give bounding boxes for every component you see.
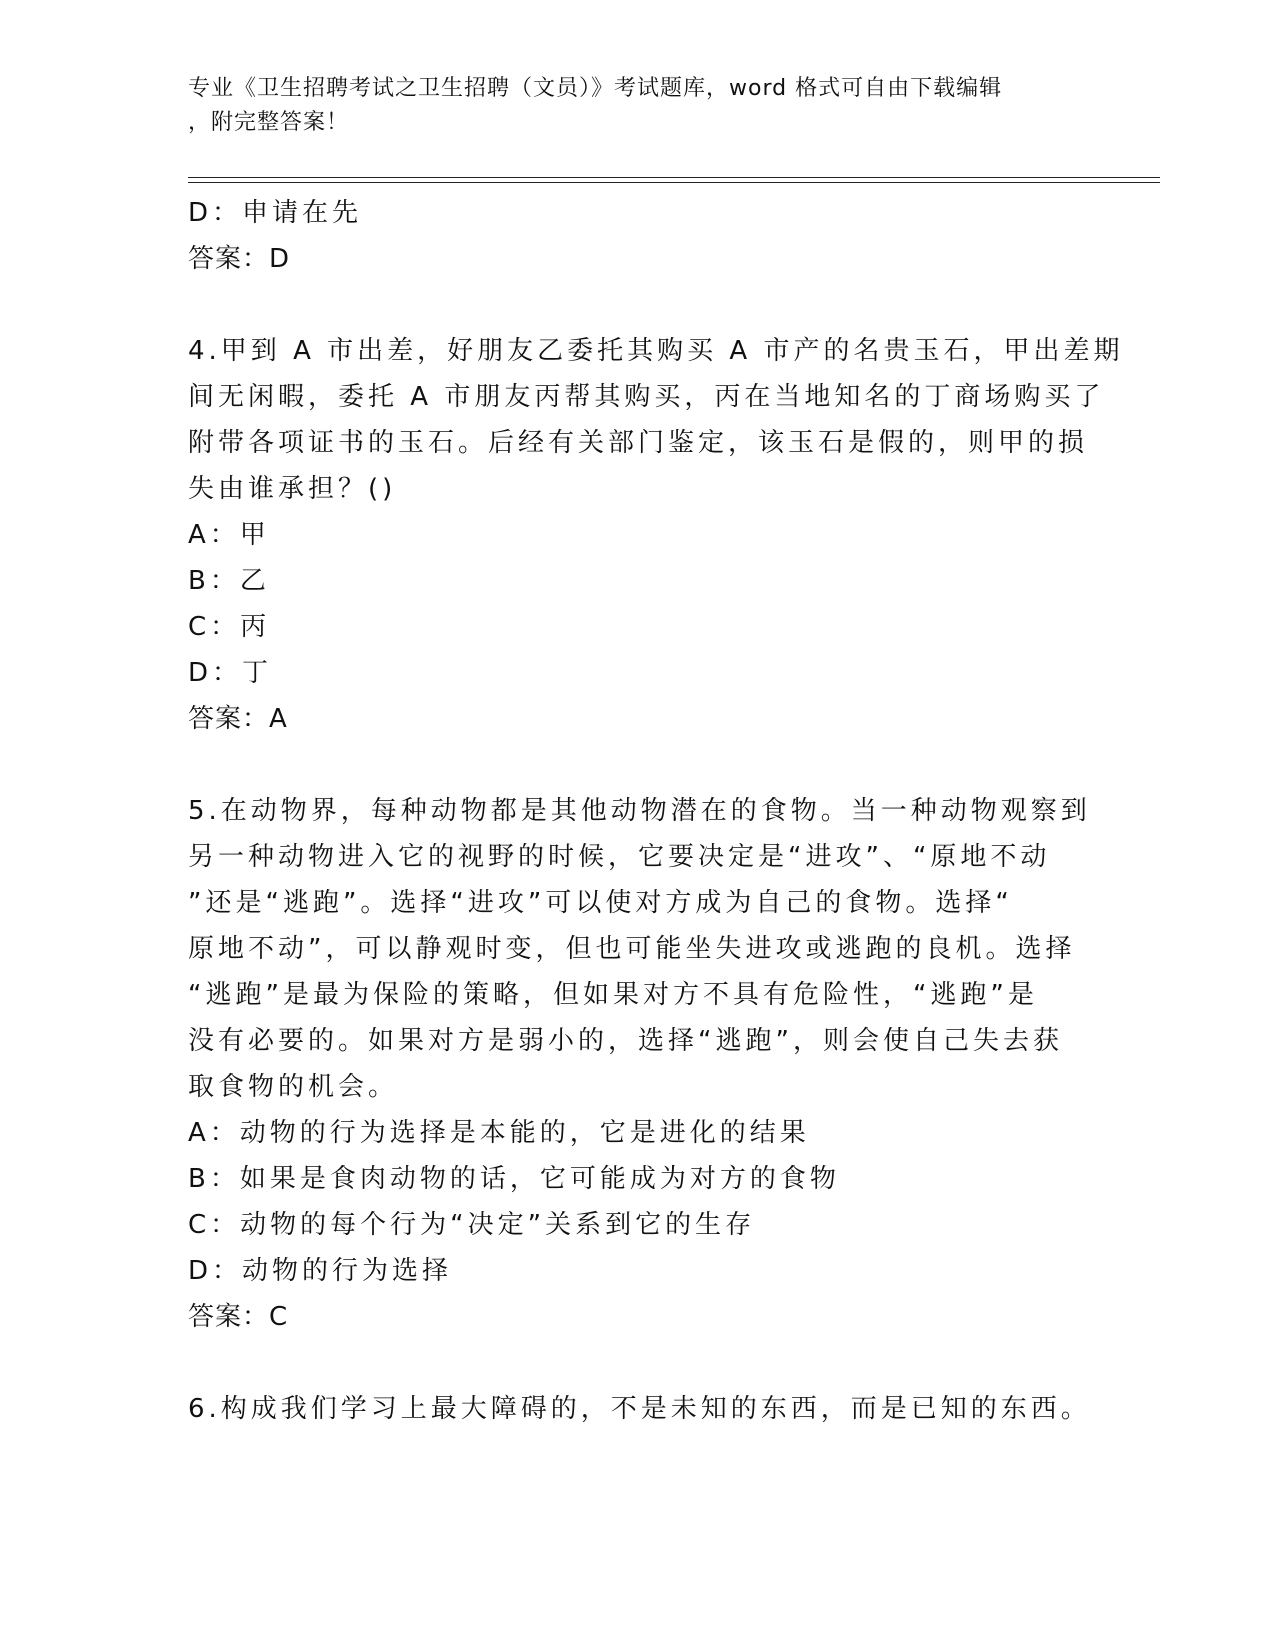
- q3-option-d: D：申请在先: [188, 198, 363, 228]
- q4-option-b: B：乙: [188, 566, 270, 596]
- q5-stem-line: 原地不动”，可以静观时变，但也可能坐失进攻或逃跑的良机。选择: [188, 934, 1076, 964]
- q5-option-b: B：如果是食肉动物的话，它可能成为对方的食物: [188, 1164, 840, 1194]
- q5-stem-line: 另一种动物进入它的视野的时候，它要决定是“进攻”、“原地不动: [188, 842, 1051, 872]
- q4-option-a: A：甲: [188, 520, 270, 550]
- header-rule-bottom: [188, 182, 1160, 183]
- q4-option-d: D：丁: [188, 658, 273, 688]
- spacer: [188, 1340, 1088, 1386]
- header-line-2: ，附完整答案！: [188, 110, 350, 135]
- q4-option-c: C：丙: [188, 612, 271, 642]
- header-line-1: 专业《卫生招聘考试之卫生招聘（文员）》考试题库，word 格式可自由下载编辑: [188, 76, 1003, 101]
- q5-stem-line: ”还是“逃跑”。选择“进攻”可以使对方成为自己的食物。选择“: [188, 888, 1013, 918]
- q5-stem-line: 5.在动物界，每种动物都是其他动物潜在的食物。当一种动物观察到: [188, 796, 1091, 826]
- q4-answer: 答案：A: [188, 704, 288, 734]
- q4-stem-line: 失由谁承担？(): [188, 474, 397, 504]
- q5-option-a: A：动物的行为选择是本能的，它是进化的结果: [188, 1118, 810, 1148]
- spacer: [188, 742, 1088, 788]
- question-5: [188, 788, 1091, 1340]
- q5-option-c: C：动物的每个行为“决定”关系到它的生存: [188, 1210, 756, 1240]
- q5-stem-line: 没有必要的。如果对方是弱小的，选择“逃跑”，则会使自己失去获: [188, 1026, 1063, 1056]
- q5-stem-line: “逃跑”是最为保险的策略，但如果对方不具有危险性，“逃跑”是: [188, 980, 1038, 1010]
- q4-stem-line: 4.甲到 A 市出差，好朋友乙委托其购买 A 市产的名贵玉石，甲出差期: [188, 336, 1124, 366]
- spacer: [188, 282, 1088, 328]
- q5-option-d: D：动物的行为选择: [188, 1256, 453, 1286]
- document-header: [188, 72, 1068, 140]
- question-content: [188, 190, 1124, 1432]
- question-4: [188, 328, 1124, 742]
- q4-stem-line: 附带各项证书的玉石。后经有关部门鉴定，该玉石是假的，则甲的损: [188, 428, 1089, 458]
- q4-stem-line: 间无闲暇，委托 A 市朋友丙帮其购买，丙在当地知名的丁商场购买了: [188, 382, 1105, 412]
- q6-stem-line: 6.构成我们学习上最大障碍的，不是未知的东西，而是已知的东西。: [188, 1394, 1091, 1424]
- q5-stem-line: 取食物的机会。: [188, 1072, 399, 1102]
- q3-answer: 答案：D: [188, 244, 291, 274]
- header-rule-top: [188, 177, 1160, 178]
- question-6: [188, 1386, 1091, 1432]
- q5-answer: 答案：C: [188, 1302, 289, 1332]
